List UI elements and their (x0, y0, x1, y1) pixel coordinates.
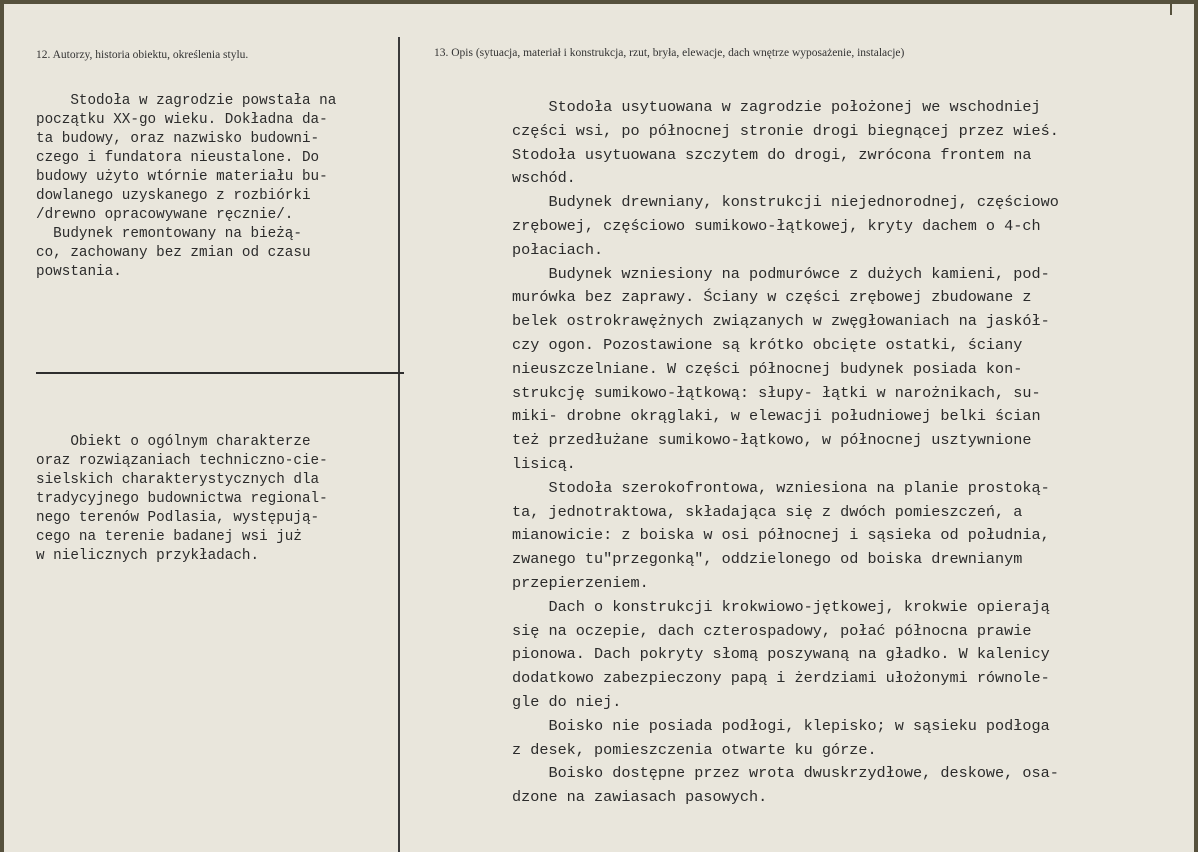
text-line: /drewno opracowywane ręcznie/. (36, 207, 294, 223)
page-right-border (1194, 0, 1198, 852)
description-text (512, 96, 1059, 810)
text-line: mianowicie: z boiska w osi północnej i sąsieka od południa, (512, 526, 1050, 545)
text-line: powstania. (36, 264, 122, 280)
text-line: zrębowej, częściowo sumikowo-łątkowej, kryty dachem o 4-ch (512, 216, 1041, 235)
text-line: czy ogon. Pozostawione są krótko obcięte ostatki, ściany (512, 335, 1023, 354)
left-section-divider (36, 372, 404, 374)
text-line: Stodoła szerokofrontowa, wzniesiona na planie prostoką- (512, 478, 1050, 497)
text-line: budowy użyto wtórnie materiału bu- (36, 169, 328, 185)
text-line: się na oczepie, dach czterospadowy, połać północna prawie (512, 621, 1032, 640)
top-tick-mark (1170, 4, 1172, 15)
text-line: Budynek wzniesiony na podmurówce z dużych kamieni, pod- (512, 264, 1050, 283)
text-line: dodatkowo zabezpieczony papą i żerdziami ułożonymi równole- (512, 669, 1050, 688)
text-line: pionowa. Dach pokryty słomą poszywaną na gładko. W kalenicy (512, 645, 1050, 664)
field-12-label: 12. Autorzy, historia obiektu, określenia stylu. (36, 49, 249, 61)
history-text (36, 92, 336, 282)
text-line: sielskich charakterystycznych dla (36, 472, 320, 488)
text-line: co, zachowany bez zmian od czasu (36, 245, 311, 261)
text-line: ta budowy, oraz nazwisko budowni- (36, 131, 320, 147)
text-line: wschód. (512, 169, 576, 188)
text-line: dzone na zawiasach pasowych. (512, 788, 768, 807)
text-line: belek ostrokrawężnych związanych w zwęgłowaniach na jaskół- (512, 312, 1050, 331)
text-line: zwanego tu"przegonką", oddzielonego od boiska drewnianym (512, 550, 1023, 569)
page-top-border (0, 0, 1198, 4)
text-line: ta, jednotraktowa, składająca się z dwóch pomieszczeń, a (512, 502, 1023, 521)
text-line: Dach o konstrukcji krokwiowo-jętkowej, krokwie opierają (512, 597, 1050, 616)
text-line: z desek, pomieszczenia otwarte ku górze. (512, 740, 877, 759)
text-line: oraz rozwiązaniach techniczno-cie- (36, 453, 328, 469)
text-line: też przedłużane sumikowo-łątkowo, w północnej usztywnione (512, 431, 1032, 450)
text-line: lisicą. (512, 454, 576, 473)
text-line: Budynek drewniany, konstrukcji niejednorodnej, częściowo (512, 193, 1059, 212)
text-line: czego i fundatora nieustalone. Do (36, 150, 320, 166)
text-line: Budynek remontowany na bieżą- (36, 226, 302, 242)
text-line: gle do niej. (512, 692, 622, 711)
text-line: w nielicznych przykładach. (36, 548, 260, 564)
text-line: przepierzeniem. (512, 573, 649, 592)
text-line: nego terenów Podlasia, występują- (36, 510, 320, 526)
field-13-label: 13. Opis (sytuacja, materiał i konstrukcja, rzut, bryła, elewacje, dach wnętrze wyposażenie, instalacje) (434, 47, 905, 59)
text-line: strukcję sumikowo-łątkową: słupy- łątki w narożnikach, su- (512, 383, 1041, 402)
text-line: dowlanego uzyskanego z rozbiórki (36, 188, 311, 204)
text-line: Stodoła usytuowana w zagrodzie położonej we wschodniej (512, 98, 1041, 116)
text-line: miki- drobne okrąglaki, w elewacji południowej belki ścian (512, 407, 1041, 426)
text-line: nieuszczelniane. W części północnej budynek posiada kon- (512, 359, 1023, 378)
page-left-border (0, 0, 4, 852)
style-text (36, 433, 328, 566)
text-line: Boisko dostępne przez wrota dwuskrzydłowe, deskowe, osa- (512, 764, 1059, 783)
text-line: części wsi, po północnej stronie drogi biegnącej przez wieś. (512, 121, 1059, 140)
text-line: Boisko nie posiada podłogi, klepisko; w sąsieku podłoga (512, 716, 1050, 735)
text-line: początku XX-go wieku. Dokładna da- (36, 112, 328, 128)
text-line: połaciach. (512, 240, 604, 259)
text-line: Obiekt o ogólnym charakterze (36, 434, 311, 450)
text-line: tradycyjnego budownictwa regional- (36, 491, 328, 507)
text-line: murówka bez zaprawy. Ściany w części zrębowej zbudowane z (512, 288, 1032, 307)
text-line: Stodoła usytuowana szczytem do drogi, zwrócona frontem na (512, 145, 1032, 164)
text-line: cego na terenie badanej wsi już (36, 529, 302, 545)
text-line: Stodoła w zagrodzie powstała na (36, 93, 337, 109)
column-divider (398, 37, 400, 852)
